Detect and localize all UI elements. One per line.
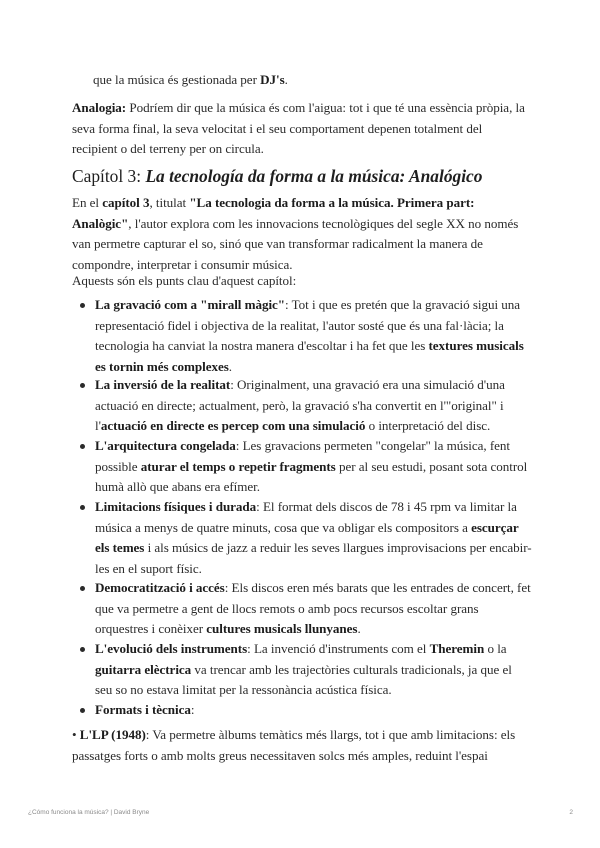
intro-text-3: , l'autor explora com les innovacions tecnològiques del segle XX no només van permetre capturar el so, sinó que van transformar radicalment la manera de compondre, interpretar i consumir música. [72,215,519,272]
analogia-label: Analogia: [72,100,127,115]
lp-marker: • [72,727,80,742]
bullet-icon [80,647,85,652]
continuation-bold: DJ's [260,72,285,87]
intro-text-1: En el [72,195,103,210]
bullet-icon [80,383,85,388]
point-bold: actuació en directe es percep com una simulació [100,418,366,433]
continuation-text: que la música és gestionada per [93,72,261,87]
list-item [95,700,532,721]
point-title: La gravació com a "mirall màgic" [95,297,286,312]
intro-bold-2: "La tecnologia da forma a la música. Primera part: Analògic" [72,195,475,231]
point-title: Limitacions físiques i durada [95,499,257,514]
point-title: Democratització i accés [95,580,225,595]
key-points-intro: Aquests són els punts clau d'aquest capítol: [72,273,297,288]
bullet-icon [80,444,85,449]
point-text: . [357,621,361,636]
list-item [95,497,532,579]
point-bold: Theremin [429,641,485,656]
point-text: per al seu estudi, posant sota control humà allò que abans era efímer. [95,458,528,494]
lp-text: : Va permetre àlbums temàtics més llargs, tot i que amb limitacions: els passatges forts o amb molts greus necessitaven solcs més amples, reduint l'espai [72,727,516,763]
point-bold: escurçar els temes [95,519,519,555]
lp-label: L'LP (1948) [79,727,146,742]
intro-paragraph [72,193,528,275]
point-bold: textures musicals es tornin més complexes [95,338,524,374]
continuation-end: . [284,72,288,87]
continuation-paragraph [93,70,533,91]
point-text: . [228,358,232,374]
point-text: : [190,702,195,717]
point-bold: guitarra elèctrica [95,661,192,677]
analogia-paragraph [72,98,528,160]
intro-text-2: , titulat [149,195,190,210]
point-text: i als músics de jazz a reduir les seves llargues improvisacions per encabir-les en el suport físic. [95,540,532,576]
analogia-text: Podríem dir que la música és com l'aigua: tot i que té una essència pròpia, la seva forma final, la seva velocitat i el seu comportament depenen totalment del recipient o del terreny per on circula. [72,100,525,156]
point-text: : El format dels discos de 78 i 45 rpm va limitar la música a menys de quatre minuts, cosa que va obligar els compositors a [95,499,517,535]
bullet-icon [80,708,85,713]
point-text: : Les gravacions permeten "congelar" la música, fent possible [95,438,510,474]
point-text: o la [484,641,507,656]
chapter-title: La tecnología da forma a la música: Analógico [145,166,483,186]
chapter-prefix: Capítol 3: [72,166,146,186]
page-number: 2 [569,809,573,816]
list-item [95,578,532,640]
point-text: : Tot i que es pretén que la gravació sigui una representació fidel i objectiva de la realitat, l'autor sosté que és una fal·làcia; la tecnologia ha canviat la nostra manera d'escoltar i ha fet que les [95,297,521,353]
list-item [95,639,532,701]
list-item [95,436,532,498]
point-text: : Originalment, una gravació era una simulació d'una actuació en directe; actualment, però, la gravació s'ha convertit en l'"original" i l' [95,377,505,433]
point-bold: cultures musicals llunyanes [206,621,358,636]
point-title: La inversió de la realitat [95,377,231,392]
intro-bold-1: capítol 3 [102,195,150,210]
point-title: L'evolució dels instruments [95,641,248,656]
point-bold: aturar el temps o repetir fragments [140,458,336,474]
list-item [95,375,532,437]
point-title: Formats i tècnica [95,702,191,717]
list-item [95,295,532,377]
bullet-icon [80,586,85,591]
page-footer: ¿Cómo funciona la música? | David Bryne [28,809,150,816]
point-text: va trencar amb les trajectòries culturals tradicionals, ja que el seu so no estava limitat per la ressonància acústica física. [95,661,512,697]
point-text: : La invenció d'instruments com el [247,641,430,656]
point-text: o interpretació del disc. [365,418,491,433]
bullet-icon [80,505,85,510]
point-text: : Els discos eren més barats que les entrades de concert, fet que va permetre a gent de llocs remots o amb pocs recursos escoltar grans orquestres i conèixer [95,580,531,636]
bullet-icon [80,303,85,308]
chapter-heading [72,165,542,187]
point-title: L'arquitectura congelada [95,438,236,453]
lp-paragraph [72,725,528,766]
